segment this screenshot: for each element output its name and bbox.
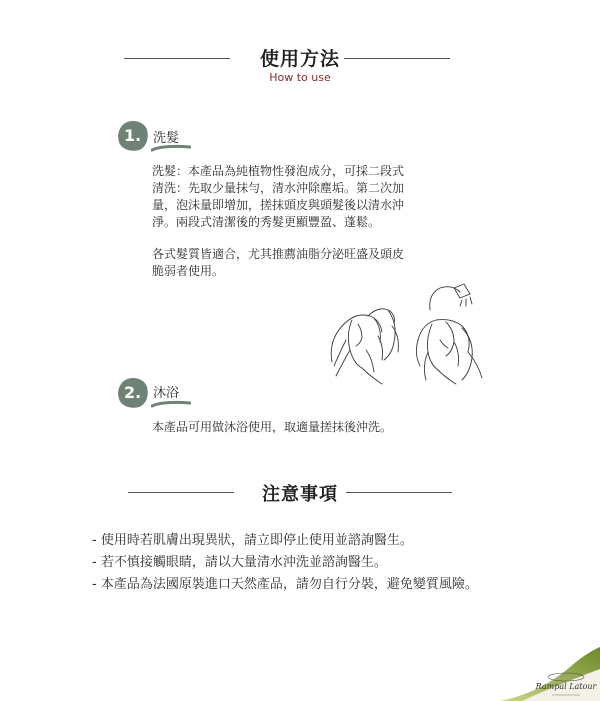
notes-item-3: - 本產品為法國原裝進口天然產品，請勿自行分裝，避免變質風險。 xyxy=(92,577,478,592)
step-1-title: 洗髮 xyxy=(153,131,180,146)
step-2-underline xyxy=(151,400,191,408)
brand-logo-text: Rampal Latour xyxy=(535,682,597,691)
step-1-p2-line-2: 脆弱者使用。 xyxy=(152,264,225,278)
step-1-underline xyxy=(151,144,191,152)
step-1-p1-line-1: 洗髮：本產品為純植物性發泡成分，可採二段式 xyxy=(152,164,405,178)
step-2-p1-line-1: 本產品可用做沐浴使用，取適量搓抹後沖洗。 xyxy=(152,420,393,434)
step-1-p2-line-1: 各式髮質皆適合，尤其推薦油脂分泌旺盛及頭皮 xyxy=(152,247,405,261)
step-2-number: 2. xyxy=(124,383,142,402)
step-1-p1-line-2: 清洗：先取少量抹勻，清水沖除塵垢。第二次加 xyxy=(152,181,405,195)
step-1-paragraph-1 xyxy=(152,163,452,231)
step-1-p1-line-3: 量，泡沫量即增加，搓抹頭皮與頭髮後以清水沖 xyxy=(152,198,405,212)
notes-list xyxy=(92,530,478,596)
step-1-p1-line-4: 淨。兩段式清潔後的秀髮更顯豐盈、蓬鬆。 xyxy=(152,215,381,229)
notes-title: 注意事項 xyxy=(262,484,338,505)
how-to-use-subtitle: How to use xyxy=(269,71,331,84)
step-1-paragraph-2 xyxy=(152,246,452,280)
hair-washing-illustration xyxy=(322,280,492,390)
step-2-paragraph-1 xyxy=(152,419,452,436)
step-2-title: 沐浴 xyxy=(153,386,180,401)
step-1-number: 1. xyxy=(124,126,142,145)
notes-item-1: - 使用時若肌膚出現異狀，請立即停止使用並諮詢醫生。 xyxy=(92,533,413,548)
brand-leaf-logo xyxy=(500,643,600,701)
notes-item-2: - 若不慎接觸眼睛，請以大量清水沖洗並諮詢醫生。 xyxy=(92,555,387,570)
how-to-use-title: 使用方法 xyxy=(259,48,340,70)
